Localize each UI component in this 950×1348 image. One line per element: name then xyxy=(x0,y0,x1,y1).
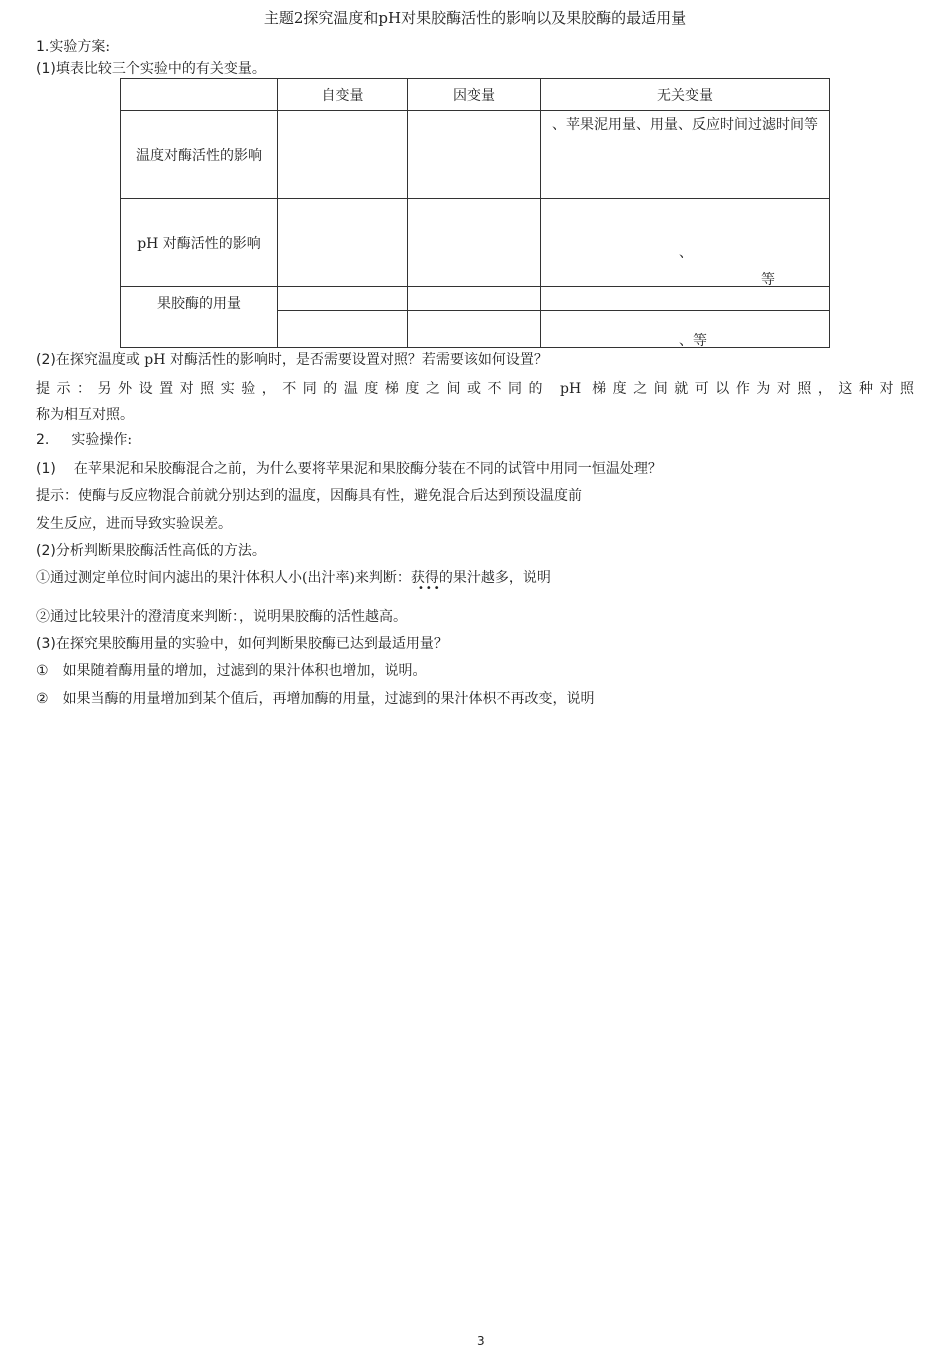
list-marker: ① xyxy=(36,663,49,679)
cell-irrelevant-ph xyxy=(541,199,830,287)
cell-blank xyxy=(541,287,830,311)
cell-text: 、苹果泥用量、用量、反应时间过滤时间等 xyxy=(552,117,818,133)
cell-blank xyxy=(278,111,408,199)
cell-blank xyxy=(408,111,541,199)
item-number: (2) xyxy=(36,352,56,368)
hint-paragraph: 提示：使酶与反应物混合前就分别达到的温度，因酶具有性，避免混合后达到预设温度前 xyxy=(36,488,582,504)
cell-irrelevant-enzyme xyxy=(541,311,830,348)
item-number: (2) xyxy=(36,543,56,559)
section-1-2 xyxy=(36,351,548,369)
hint-paragraph: 提示：另外设置对照实验，不同的温度梯度之间或不同的 pH 梯度之间就可以作为对照，这种对照 xyxy=(36,381,914,397)
section-2-1 xyxy=(36,460,662,478)
list-text: 如果随着酶用量的增加，过滤到的果汁体积也增加，说明。 xyxy=(62,663,427,679)
header-cell-dependent: 因变量 xyxy=(408,79,541,111)
header-cell-empty xyxy=(121,79,278,111)
section-number: 2. xyxy=(36,432,50,448)
list-text: 如果当酶的用量增加到某个值后，再增加酶的用量，过滤到的果汁体枳不再改变，说明 xyxy=(62,691,595,707)
item-text: 在探究果胶酶用量的实验中，如何判断果胶酶已达到最适用量？ xyxy=(55,636,448,652)
item-text: 在探究温度或 pH 对酶活性的影响时，是否需要设置对照？若需要该如何设置？ xyxy=(55,352,548,368)
question-1 xyxy=(36,662,427,680)
cell-text-fragment: 、等 xyxy=(679,333,707,349)
row-label-ph xyxy=(121,199,278,287)
section-1-1 xyxy=(36,60,266,78)
cell-irrelevant-temperature xyxy=(541,111,830,199)
item-text: 在苹果泥和呆胶酶混合之前，为什么要将苹果泥和果胶酶分装在不同的试管中用同一恒温处理？ xyxy=(73,461,662,477)
section-1-heading xyxy=(36,38,110,56)
section-text: 实验操作: xyxy=(71,432,133,448)
cell-blank xyxy=(408,311,541,348)
section-2-heading xyxy=(36,431,132,449)
header-cell-irrelevant: 无关变量 xyxy=(541,79,830,111)
item-number: (3) xyxy=(36,636,56,652)
cell-text-fragment: 等 xyxy=(761,272,775,288)
item-number: (1) xyxy=(36,461,56,477)
cell-blank xyxy=(278,287,408,311)
cell-blank xyxy=(408,287,541,311)
page-title: 主题2探究温度和pH对果胶酶活性的影响以及果胶酶的最适用量 xyxy=(263,9,687,27)
table-row xyxy=(121,199,830,287)
method-1: ①通过测定单位时间内滤出的果汁体积人小(出汁率)来判断：获得的果汁越多，说明 xyxy=(36,570,551,586)
section-2-3 xyxy=(36,635,448,653)
table-header-row xyxy=(121,79,830,111)
section-number: 1. xyxy=(36,39,50,55)
section-2-2 xyxy=(36,542,266,560)
cell-blank xyxy=(408,199,541,287)
method-2: ②通过比较果汁的澄清度来判断：，说明果胶酶的活性越高。 xyxy=(36,609,407,625)
hint-paragraph-cont: 称为相互对照。 xyxy=(36,407,134,423)
row-label-text: pH 对酶活性的影响 xyxy=(137,235,261,252)
header-cell-independent: 自变量 xyxy=(278,79,408,111)
table-row xyxy=(121,287,830,311)
list-marker: ② xyxy=(36,691,49,707)
table-row xyxy=(121,111,830,199)
section-text: 实验方案: xyxy=(49,39,111,55)
question-2 xyxy=(36,690,595,708)
variables-table xyxy=(120,78,830,348)
cell-text-fragment: 、 xyxy=(679,245,693,261)
cell-blank xyxy=(278,199,408,287)
item-text: 填表比较三个实验中的有关变量。 xyxy=(55,61,266,77)
row-label-temperature: 温度对酶活性的影响 xyxy=(121,111,278,199)
cell-blank xyxy=(278,311,408,348)
item-number: (1) xyxy=(36,61,56,77)
item-text: 分析判断果胶酶活性高低的方法。 xyxy=(55,543,266,559)
emphasis-dots: ••• xyxy=(418,583,442,594)
page-number: 3 xyxy=(477,1334,485,1348)
row-label-enzyme-amount: 果胶酶的用量 xyxy=(121,287,278,348)
hint-paragraph-cont: 发生反应，进而导致实验误差。 xyxy=(36,516,232,532)
